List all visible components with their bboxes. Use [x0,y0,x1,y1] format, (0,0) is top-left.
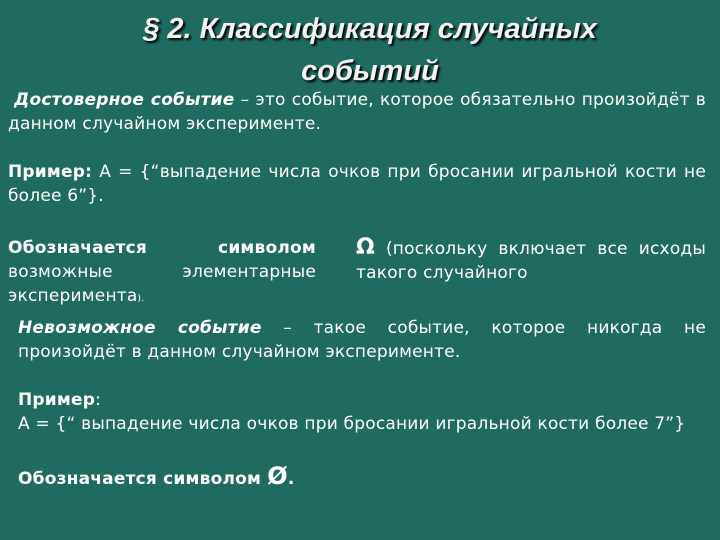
denote-left-text: возможные элементарные эксперимента [8,262,316,306]
denote-omega-right [356,236,706,285]
certain-event-text: – это событие, которое обязательно произойдёт в данном случайном эксперименте. [8,90,707,134]
denote-omega-left [8,236,316,311]
denote-empty-set [18,464,698,491]
example2-colon: : [95,390,102,410]
omega-symbol: Ω [356,235,375,260]
example-label: Пример: [8,162,93,182]
denote-left-tail: ). [137,294,145,304]
example-text: А = {“выпадение числа очков при бросании игральной кости не более 6”}. [8,162,706,206]
title-line-2: событий [301,55,439,87]
slide-title [60,8,680,92]
example-certain [8,160,706,208]
denote-label: Обозначается символом [8,238,316,258]
impossible-event-definition [18,316,706,364]
denote2-dot: . [287,469,295,489]
denote-right-text: (поскольку включает все исходы такого случайного [356,239,706,283]
certain-event-definition [8,88,706,136]
impossible-event-text: – такое событие, которое никогда не произойдёт в данном случайном эксперименте. [18,318,707,362]
title-line-1: § 2. Классификация случайных [143,13,597,45]
impossible-event-term: Невозможное событие [18,318,262,338]
example2-label: Пример [18,390,96,410]
example-impossible [18,388,698,436]
example2-text: А = {“ выпадение числа очков при бросании игральной кости более 7”} [18,414,686,434]
denote2-label: Обозначается символом [18,469,268,489]
empty-set-symbol: Ø [267,462,288,490]
certain-event-term: Достоверное событие [14,90,235,110]
